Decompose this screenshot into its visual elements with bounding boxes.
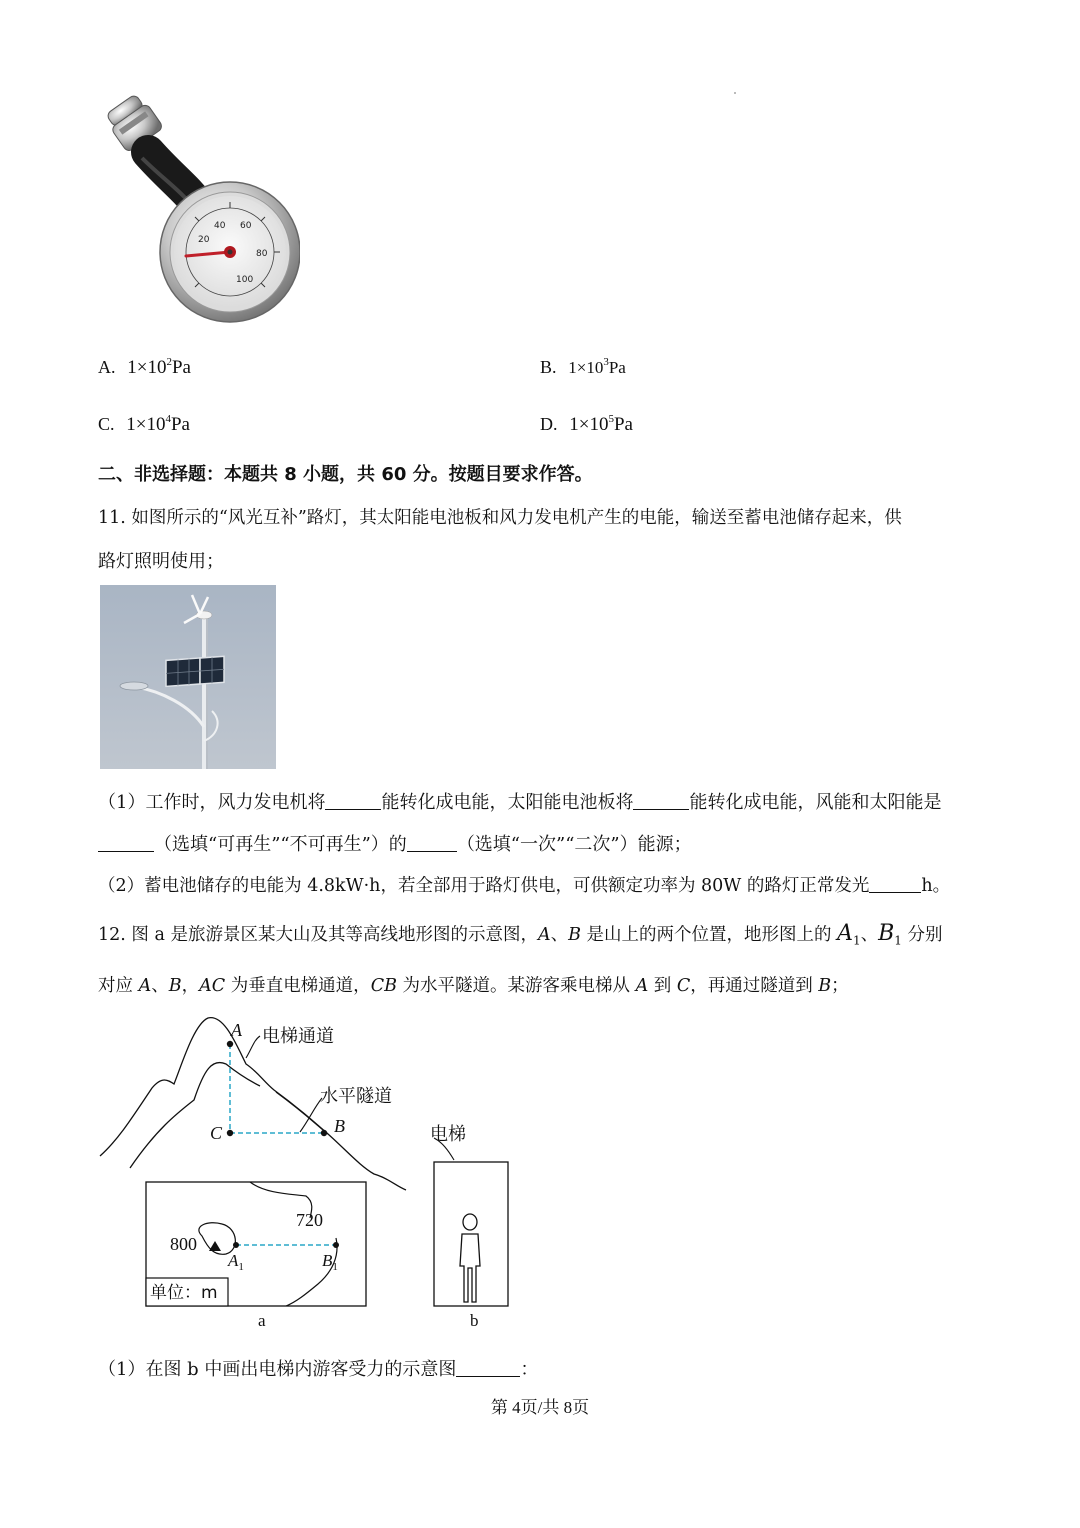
q12-l2-text-b: ， [181,976,200,996]
q12-l2-C: C [676,976,691,996]
q12-l2-text-d: 为水平隧道。某游客乘电梯从 [396,976,636,996]
q11-blank-2[interactable] [633,793,689,810]
q12-l1-text-b: 是山上的两个位置，地形图上的 [580,925,838,945]
option-b-unit: Pa [608,358,626,377]
q12-line1 [98,921,943,948]
q11-part1-line2 [98,830,692,856]
contour-720 [250,1182,337,1306]
q11-blank-1[interactable] [325,793,381,810]
q11-part1-text-e: （选填“一次”“二次”）能源； [456,834,692,855]
option-b [540,356,626,378]
q11-part1-text-c: 能转化成电能，风能和太阳能是 [689,792,942,813]
dial-number-3: 60 [240,221,252,231]
option-b-letter: B. [540,357,557,377]
option-d-letter: D. [540,414,558,434]
q12-l2-text-f: ，再通过隧道到 [690,976,819,996]
dial-number-1: 20 [198,235,210,245]
option-b-exp: 3 [603,356,609,368]
peak-triangle-icon [209,1241,221,1251]
dial-number-2: 40 [214,221,226,231]
option-c-coef: 1×10 [126,414,166,435]
q12-l2-text-g: ； [831,976,849,996]
q12-l2-B2: B [818,976,832,996]
option-d-unit: Pa [613,414,633,435]
point-C [227,1130,233,1136]
q12-part1 [98,1355,538,1381]
q12-l1-sep1: 、 [550,925,569,945]
option-b-coef: 1×10 [568,358,604,377]
map-A1-label: $A_1$ [228,1251,244,1273]
q12-l2-text-e: 到 [648,976,677,996]
q12-l1-text-a: 12. 图 a 是旅游景区某大山及其等高线地形图的示意图， [98,925,538,945]
option-a [98,356,191,379]
point-B [321,1130,327,1136]
q11-part1-text-b: 能转化成电能，太阳能电池板将 [381,792,634,813]
fig-b-label: b [470,1311,479,1330]
q12-blank-1[interactable] [456,1360,520,1377]
q12-l2-AC: AC [199,976,226,996]
label-A: A [231,1020,242,1040]
q12-l2-A: A [138,976,152,996]
option-a-exp: 2 [166,356,172,368]
q12-line2 [98,972,849,997]
mountain-inner-ridge [130,1063,260,1169]
label-tunnel: 水平隧道 [320,1086,392,1107]
map-B1-label: $B_1$ [322,1251,338,1273]
dial-number-4: 80 [256,249,268,259]
q12-l1-A: A [537,925,551,945]
q11-part1-text-d: （选填“可再生”“不可再生”）的 [154,834,407,855]
section-heading: 二、非选择题：本题共 8 小题，共 60 分。按题目要求作答。 [98,464,593,485]
option-c-letter: C. [98,414,115,434]
q12-l1-text-c: 分别 [901,925,943,945]
option-d-coef: 1×10 [569,414,609,435]
option-d [540,413,633,436]
q11-line1: 11. 如图所示的“风光互补”路灯，其太阳能电池板和风力发电机产生的电能，输送至蓄电池储存起来，供 [98,508,902,528]
q11-part1-line1 [98,788,941,814]
label-elevator: 电梯 [430,1124,466,1145]
label-elevator-channel: 电梯通道 [262,1026,334,1047]
label-C: C [210,1123,223,1143]
dial-number-5: 100 [236,275,254,285]
point-B1 [333,1242,339,1248]
q12-l2-CB: CB [370,976,397,996]
person-icon [460,1214,480,1302]
contour-720-label: 720 [296,1210,323,1230]
option-a-unit: Pa [171,357,191,378]
q12-part1-text: （1）在图 b 中画出电梯内游客受力的示意图 [98,1359,457,1380]
q11-line2: 路灯照明使用； [98,551,224,572]
q11-blank-4[interactable] [407,835,457,852]
fig-a-label: a [258,1311,266,1330]
option-c-exp: 4 [165,413,171,425]
mountain-diagram [96,1010,536,1335]
q11-part1-text-a: （1）工作时，风力发电机将 [98,792,326,813]
q12-l2-B: B [168,976,182,996]
q11-blank-3[interactable] [98,835,154,852]
q12-part1-end: ： [520,1359,539,1380]
q12-l2-text-c: 为垂直电梯通道， [225,976,371,996]
option-c-unit: Pa [170,414,190,435]
q12-l1-B1-sub: 1 [894,933,902,948]
q12-l1-B: B [568,925,581,945]
option-d-exp: 5 [608,413,614,425]
q12-l2-A2: A [635,976,649,996]
option-a-letter: A. [98,357,116,377]
page-footer: 第 4页/共 8页 [490,1398,590,1417]
q11-part2 [98,872,950,897]
point-A1 [233,1242,239,1248]
q12-l1-sep2: 、 [860,925,879,945]
contour-800-label: 800 [170,1234,197,1254]
option-a-coef: 1×10 [127,357,167,378]
q11-part2-unit: h。 [921,876,951,896]
q12-l2-text-a: 对应 [98,976,139,996]
q11-part2-text: （2）蓄电池储存的电能为 4.8kW·h，若全部用于路灯供电，可供额定功率为 80W 的路灯正常发光 [98,876,870,896]
q12-l1-B1: B [878,921,895,946]
wind-solar-streetlight-image [100,585,276,769]
point-A [227,1041,233,1047]
q12-l2-sep: 、 [151,976,169,996]
tire-gauge-image [100,92,300,332]
q11-blank-5[interactable] [869,876,921,893]
option-c [98,413,190,436]
label-B: B [334,1116,345,1136]
unit-box-label: 单位：m [150,1283,218,1303]
q12-l1-A1-sub: 1 [852,933,861,948]
q12-l1-A1: A [837,921,853,946]
